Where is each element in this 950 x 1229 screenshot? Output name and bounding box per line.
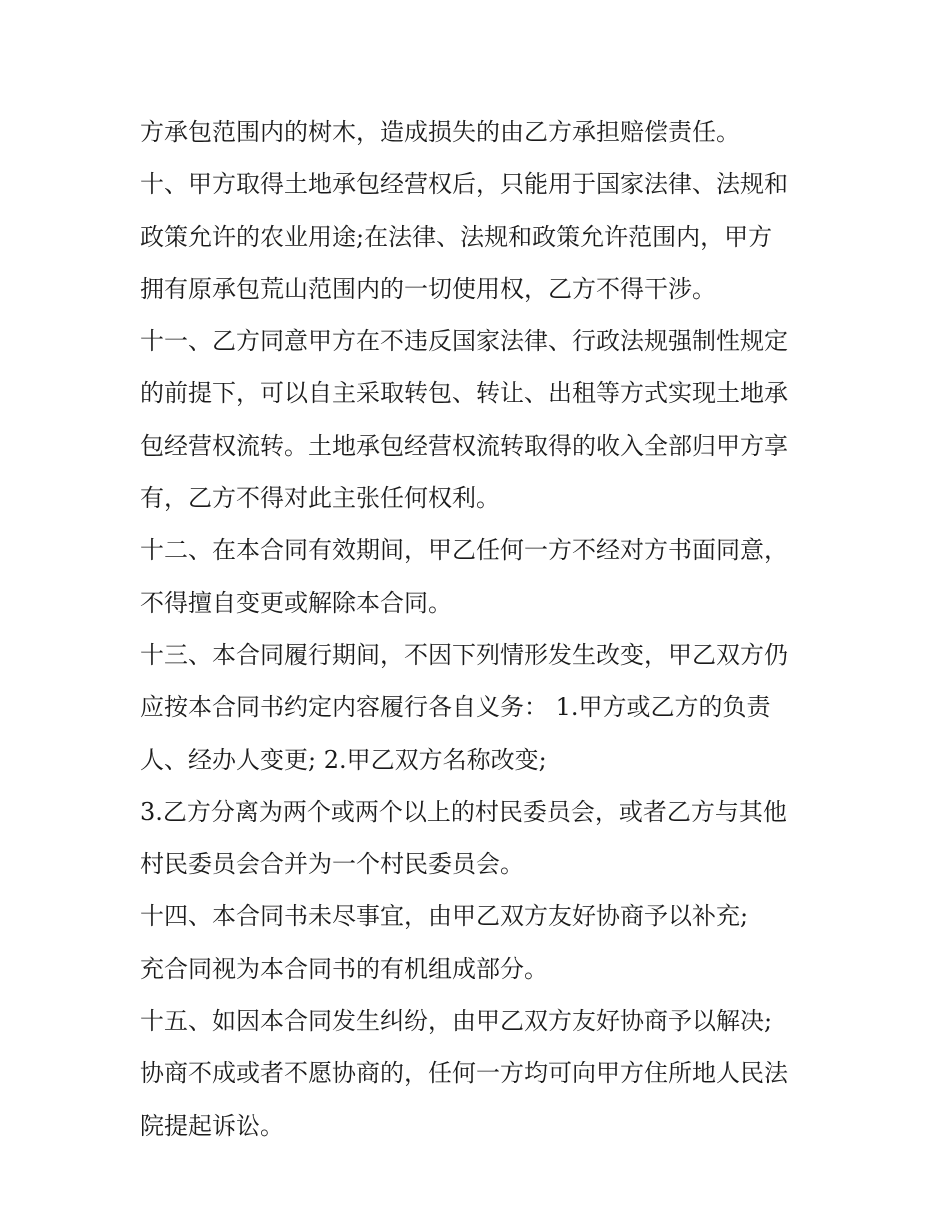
text-line: 十二、在本合同有效期间，甲乙任何一方不经对方书面同意， xyxy=(140,536,788,565)
text-line: 村民委员会合并为一个村民委员会。 xyxy=(140,850,524,879)
text-line: 院提起诉讼。 xyxy=(140,1111,284,1140)
text-line: 十一、乙方同意甲方在不违反国家法律、行政法规强制性规定 xyxy=(140,327,788,356)
text-line: 充合同视为本合同书的有机组成部分。 xyxy=(140,954,548,983)
text-line: 不得擅自变更或解除本合同。 xyxy=(140,588,452,617)
text-line: 政策允许的农业用途;在法律、法规和政策允许范围内，甲方 xyxy=(140,222,773,251)
text-line: 应按本合同书约定内容履行各自义务： 1.甲方或乙方的负责 xyxy=(140,693,771,722)
text-line: 十、甲方取得土地承包经营权后，只能用于国家法律、法规和 xyxy=(140,170,788,199)
contract-text xyxy=(140,106,820,1152)
text-line: 方承包范围内的树木，造成损失的由乙方承担赔偿责任。 xyxy=(140,118,740,146)
text-line: 十四、本合同书未尽事宜，由甲乙双方友好协商予以补充; xyxy=(140,902,749,931)
text-line: 人、经办人变更; 2.甲乙双方名称改变; xyxy=(140,745,547,774)
text-line: 十五、如因本合同发生纠纷，由甲乙双方友好协商予以解决; xyxy=(140,1007,773,1036)
text-line: 十三、本合同履行期间，不因下列情形发生改变，甲乙双方仍 xyxy=(140,640,788,669)
text-line: 的前提下，可以自主采取转包、转让、出租等方式实现土地承 xyxy=(140,379,788,408)
text-line: 3.乙方分离为两个或两个以上的村民委员会，或者乙方与其他 xyxy=(140,797,787,826)
text-line: 拥有原承包荒山范围内的一切使用权，乙方不得干涉。 xyxy=(140,274,716,303)
text-line: 包经营权流转。土地承包经营权流转取得的收入全部归甲方享 xyxy=(140,431,788,460)
text-line: 协商不成或者不愿协商的，任何一方均可向甲方住所地人民法 xyxy=(140,1059,788,1088)
text-line: 有，乙方不得对此主张任何权利。 xyxy=(140,484,500,513)
